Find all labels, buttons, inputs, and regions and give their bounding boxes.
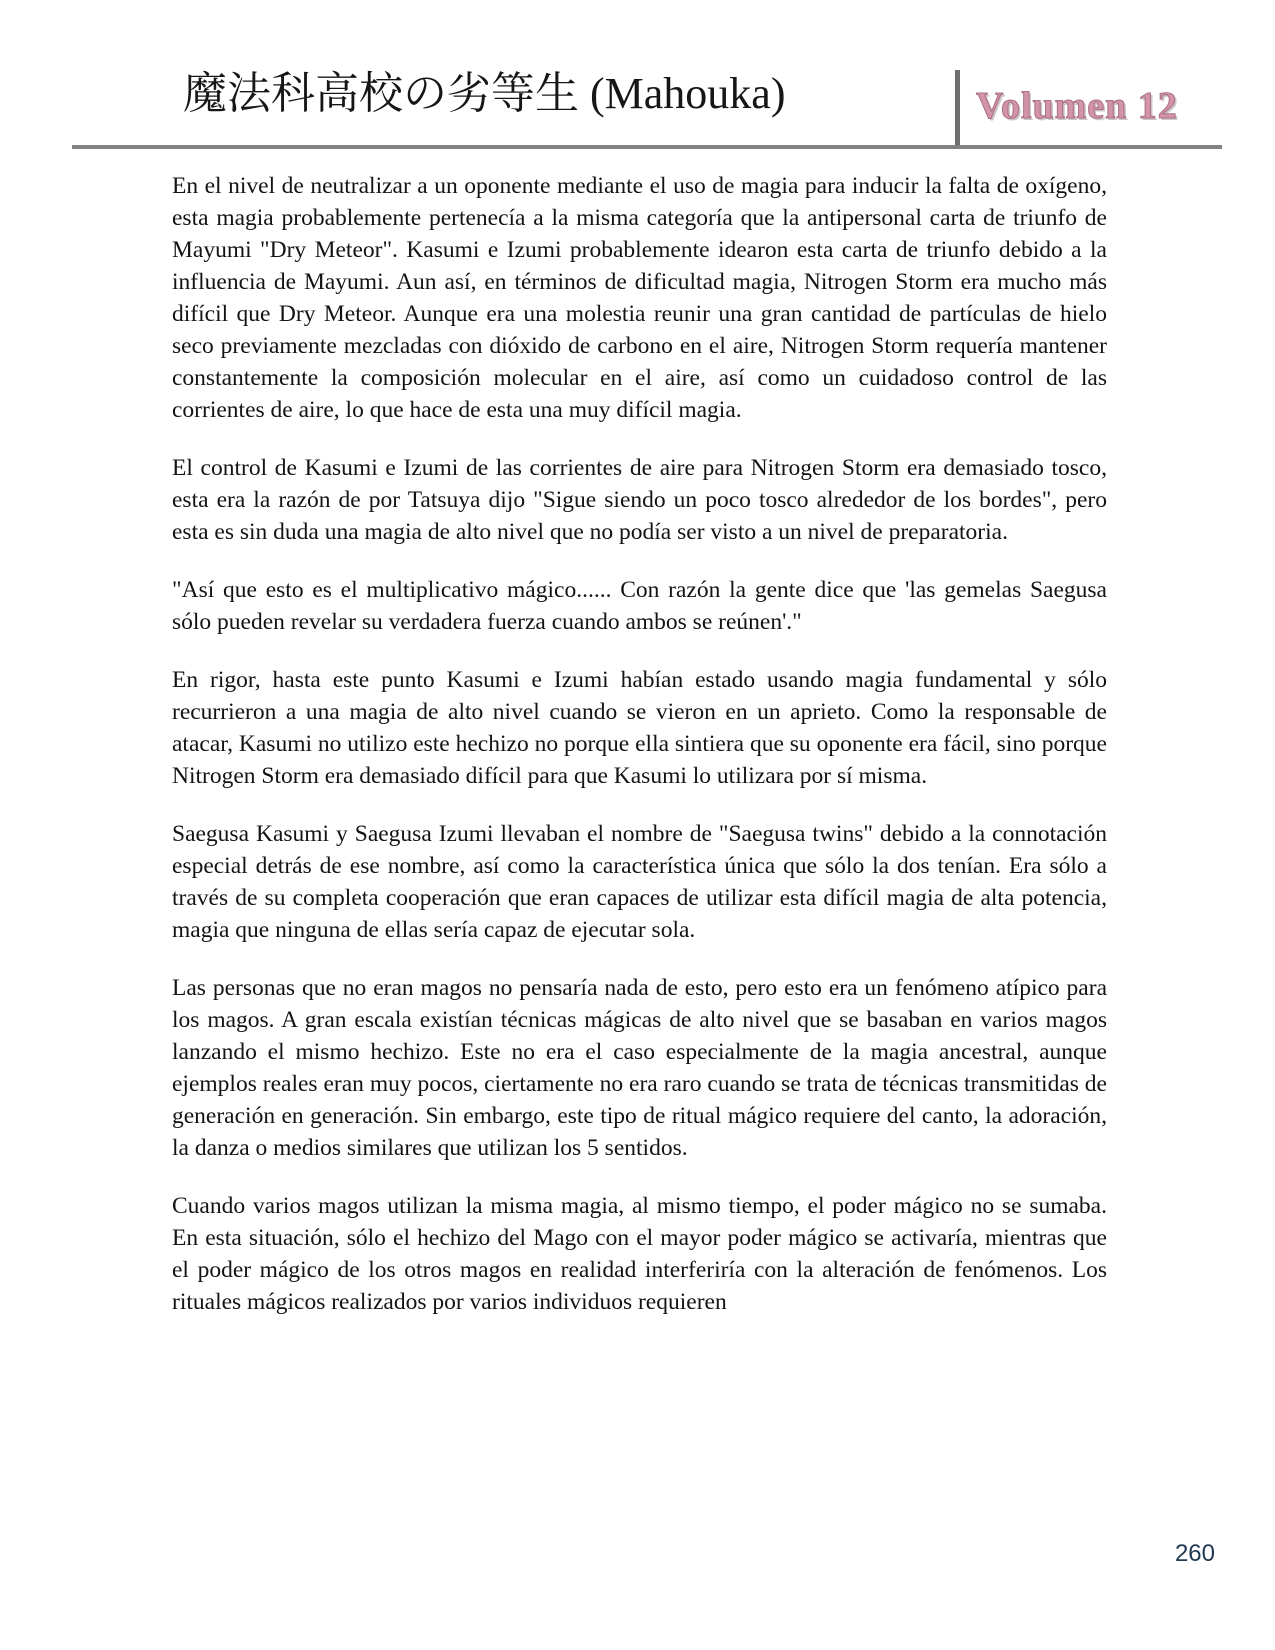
page-body-text [172,170,1107,1318]
header-vertical-divider [955,70,960,148]
volume-label: Volumen 12 [976,85,1178,127]
document-title: 魔法科高校の劣等生 (Mahouka) [183,69,786,118]
paragraph-5: Saegusa Kasumi y Saegusa Izumi llevaban el nombre de "Saegusa twins" debido a la connotación especial detrás de ese nombre, así como la característica única que sólo la dos tenían. Era sólo a través de su completa cooperación que eran capaces de utilizar esta difícil magia de alta potencia, magia que ninguna de ellas sería capaz de ejecutar sola. [172,821,1107,943]
paragraph-7: Cuando varios magos utilizan la misma magia, al mismo tiempo, el poder mágico no se sumaba. En esta situación, sólo el hechizo del Mago con el mayor poder mágico se activaría, mientras que el poder mágico de los otros magos en realidad interferiría con la alteración de fenómenos. Los rituales mágicos realizados por varios individuos requieren [172,1193,1107,1315]
paragraph-4: En rigor, hasta este punto Kasumi e Izumi habían estado usando magia fundamental y sólo recurrieron a una magia de alto nivel cuando se vieron en un aprieto. Como la responsable de atacar, Kasumi no utilizo este hechizo no porque ella sintiera que su oponente era fácil, sino porque Nitrogen Storm era demasiado difícil para que Kasumi lo utilizara por sí misma. [172,667,1107,789]
page-number: 260 [1174,1540,1215,1567]
header-divider [72,145,1222,149]
paragraph-6: Las personas que no eran magos no pensaría nada de esto, pero esto era un fenómeno atípico para los magos. A gran escala existían técnicas mágicas de alto nivel que se basaban en varios magos lanzando el mismo hechizo. Este no era el caso especialmente de la magia ancestral, aunque ejemplos reales eran muy pocos, ciertamente no era raro cuando se trata de técnicas transmitidas de generación en generación. Sin embargo, este tipo de ritual mágico requiere del canto, la adoración, la danza o medios similares que utilizan los 5 sentidos. [172,975,1107,1161]
paragraph-2: El control de Kasumi e Izumi de las corrientes de aire para Nitrogen Storm era demasiado tosco, esta era la razón de por Tatsuya dijo "Sigue siendo un poco tosco alrededor de los bordes", pero esta es sin duda una magia de alto nivel que no podía ser visto a un nivel de preparatoria. [172,455,1107,545]
paragraph-3: "Así que esto es el multiplicativo mágico...... Con razón la gente dice que 'las gemelas Saegusa sólo pueden revelar su verdadera fuerza cuando ambos se reúnen'." [172,577,1107,635]
paragraph-1: En el nivel de neutralizar a un oponente mediante el uso de magia para inducir la falta de oxígeno, esta magia probablemente pertenecía a la misma categoría que la antipersonal carta de triunfo de Mayumi "Dry Meteor". Kasumi e Izumi probablemente idearon esta carta de triunfo debido a la influencia de Mayumi. Aun así, en términos de dificultad magia, Nitrogen Storm era mucho más difícil que Dry Meteor. Aunque era una molestia reunir una gran cantidad de partículas de hielo seco previamente mezcladas con dióxido de carbono en el aire, Nitrogen Storm requería mantener constantemente la composición molecular en el aire, así como un cuidadoso control de las corrientes de aire, lo que hace de esta una muy difícil magia. [172,173,1107,423]
